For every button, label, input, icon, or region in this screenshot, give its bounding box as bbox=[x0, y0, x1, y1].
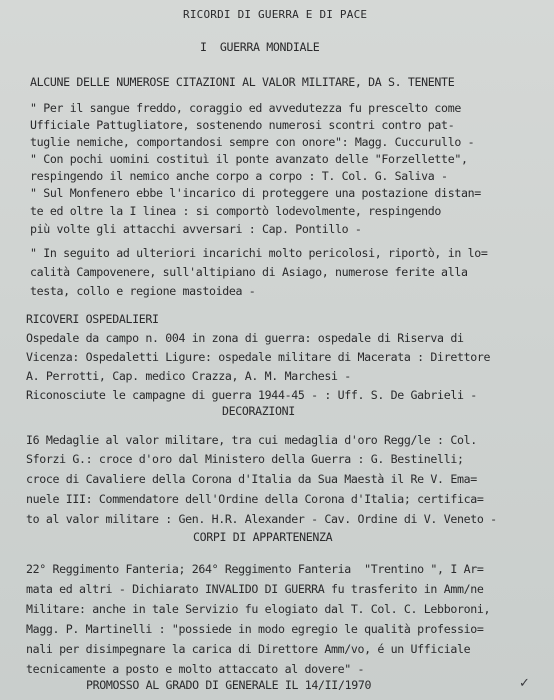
text-line: Vicenza: Ospedaletti Ligure: ospedale militare di Macerata : Direttore bbox=[26, 350, 491, 364]
text-line: mata ed altri - Dichiarato INVALIDO DI GUERRA fu trasferito in Amm/ne bbox=[26, 582, 484, 596]
text-line: croce di Cavaliere della Corona d'Italia da Sua Maestà il Re V. Ema= bbox=[26, 472, 477, 486]
text-line: Militare: anche in tale Servizio fu elogiato dal T. Col. C. Lebboroni, bbox=[26, 602, 491, 616]
text-line: to al valor militare : Gen. H.R. Alexander - Cav. Ordine di V. Veneto - bbox=[26, 512, 497, 526]
text-line: " In seguito ad ulteriori incarichi molto pericolosi, riportò, in lo= bbox=[30, 246, 488, 260]
text-line: Sforzi G.: croce d'oro dal Ministero della Guerra : G. Bestinelli; bbox=[26, 452, 464, 466]
text-line: " Con pochi uomini costituì il ponte avanzato delle "Forzellette", bbox=[30, 152, 468, 166]
check-mark-icon: ✓ bbox=[519, 676, 530, 691]
text-line: 22° Reggimento Fanteria; 264° Reggimento Fanteria "Trentino ", I Ar= bbox=[26, 562, 484, 576]
section-heading-war: I GUERRA MONDIALE bbox=[200, 40, 320, 54]
text-line: Ospedale da campo n. 004 in zona di guerra: ospedale di Riserva di bbox=[26, 331, 464, 345]
decorations-heading: DECORAZIONI bbox=[222, 404, 295, 418]
hospital-heading: RICOVERI OSPEDALIERI bbox=[26, 312, 159, 326]
text-line: I6 Medaglie al valor militare, tra cui medaglia d'oro Regg/le : Col. bbox=[26, 433, 477, 447]
text-line: tecnicamente a posto e molto attaccato al dovere" - bbox=[26, 662, 365, 676]
corps-heading: CORPI DI APPARTENENZA bbox=[193, 530, 333, 544]
text-line: calità Campovenere, sull'altipiano di Asiago, numerose ferite alla bbox=[30, 265, 468, 279]
text-line: testa, collo e regione mastoidea - bbox=[30, 284, 256, 298]
text-line: A. Perrotti, Cap. medico Crazza, A. M. Marchesi - bbox=[26, 369, 351, 383]
text-line: Ufficiale Pattugliatore, sostenendo numerosi scontri contro pat- bbox=[30, 118, 455, 132]
text-line: più volte gli attacchi avversari : Cap. Pontillo - bbox=[30, 222, 362, 236]
citations-heading: ALCUNE DELLE NUMEROSE CITAZIONI AL VALOR MILITARE, DA S. TENENTE bbox=[30, 75, 455, 89]
text-line: " Sul Monfenero ebbe l'incarico di proteggere una postazione distan= bbox=[30, 186, 481, 200]
text-line: Magg. P. Martinelli : "possiede in modo egregio le qualità professio= bbox=[26, 622, 484, 636]
text-line: tuglie nemiche, comportandosi sempre con onore": Magg. Cuccurullo - bbox=[30, 135, 475, 149]
document-title: RICORDI DI GUERRA E DI PACE bbox=[183, 8, 368, 21]
text-line: respingendo il nemico anche corpo a corpo : T. Col. G. Saliva - bbox=[30, 169, 448, 183]
text-line: nuele III: Commendatore dell'Ordine della Corona d'Italia; certifica= bbox=[26, 492, 484, 506]
text-line: Riconosciute le campagne di guerra 1944-45 - : Uff. S. De Gabrieli - bbox=[26, 388, 477, 402]
text-line: te ed oltre la I linea : si comportò lodevolmente, respingendo bbox=[30, 204, 442, 218]
text-line: nali per disimpegnare la carica di Direttore Amm/vo, é un Ufficiale bbox=[26, 642, 471, 656]
text-line: " Per il sangue freddo, coraggio ed avvedutezza fu prescelto come bbox=[30, 101, 461, 115]
promotion-line: PROMOSSO AL GRADO DI GENERALE IL 14/II/1970 bbox=[86, 678, 372, 692]
